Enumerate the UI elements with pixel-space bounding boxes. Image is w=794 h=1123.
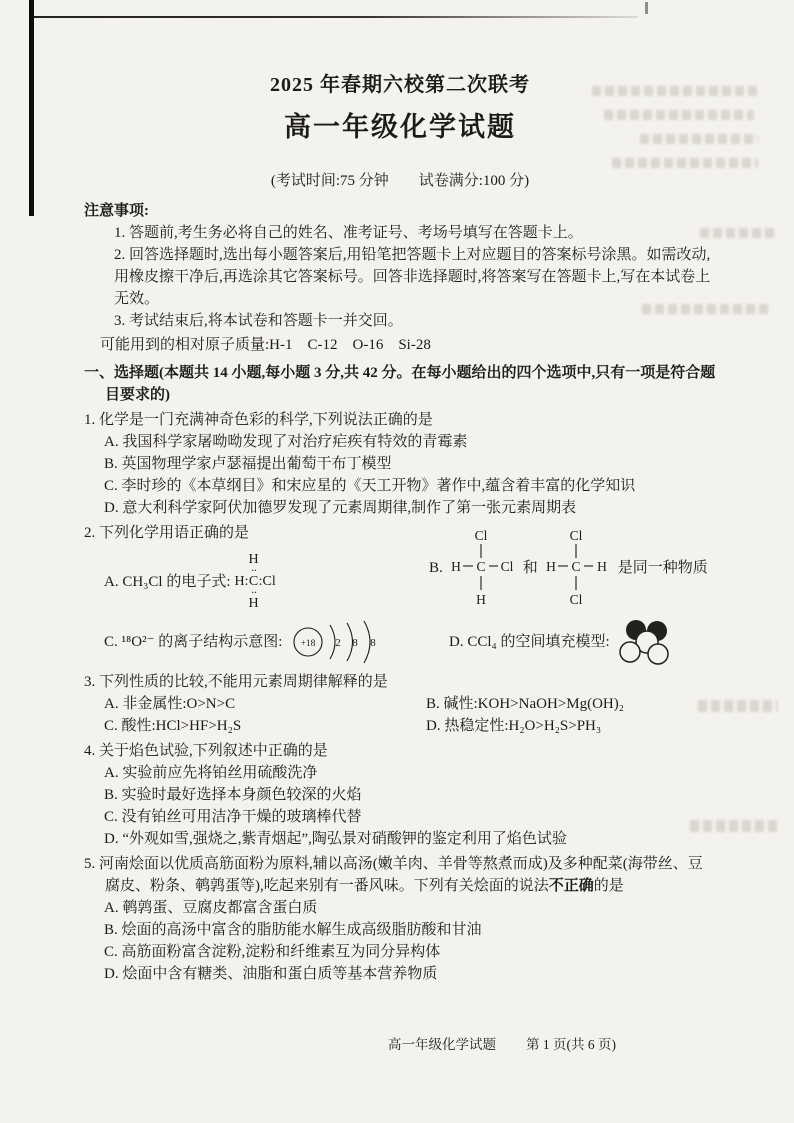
atomic-masses-line: 可能用到的相对原子质量:H-1 C-12 O-16 Si-28 [100,337,431,353]
question-2-option-a [104,552,429,611]
ion-structure-diagram [288,619,384,665]
question-5-stem [84,853,716,897]
question-2-option-d [449,616,716,668]
question-4 [84,740,716,850]
page-footer [388,1034,616,1056]
question-1-stem: 1. 化学是一门充满神奇色彩的科学,下列说法正确的是 [84,412,433,428]
svg-text:Cl: Cl [569,592,583,607]
svg-text:Cl: Cl [569,528,583,543]
question-5-option-c: C. 高筋面粉富含淀粉,淀粉和纤维素互为同分异构体 [104,944,441,960]
question-3 [84,671,716,737]
paper-title: 高一年级化学试题 [284,112,516,142]
question-1-option-d: D. 意大利科学家阿伏加德罗发现了元素周期律,制作了第一张元素周期表 [104,500,577,516]
question-3-stem: 3. 下列性质的比较,不能用元素周期律解释的是 [84,674,388,690]
electron-dot-structure [235,552,276,611]
option-b-text: 是同一种物质 [617,560,708,576]
question-4-option-c: C. 没有铂丝可用洁净干燥的玻璃棒代替 [104,809,362,825]
exam-session-title: 2025 年春期六校第二次联考 [270,74,530,96]
question-1 [84,409,716,519]
question-4-option-a: A. 实验前应先将铂丝用硫酸洗净 [104,765,318,781]
option-a-text: A. CH₃Cl 的电子式: [104,573,231,590]
notice-label: 注意事项: [84,203,149,219]
lewis-bottom-atom: H [248,596,259,611]
svg-text:C: C [571,559,581,574]
notice-item-2: 2. 回答选择题时,选出每小题答案后,用铅笔把答题卡上对应题目的答案标号涂黑。如需改动,用橡皮擦干净后,再选涂其它答案标号。回答非选择题时,将答案写在答题卡上,写在本试卷上无效。 [114,247,711,307]
svg-text:Cl: Cl [474,528,488,543]
question-1-option-a: A. 我国科学家屠呦呦发现了对治疗疟疾有特效的青霉素 [104,434,468,450]
svg-text:H: H [450,559,461,574]
lewis-top-atom: H [248,552,259,567]
svg-text:C: C [476,559,486,574]
lewis-right-atom: :Cl [258,574,276,589]
question-4-option-b: B. 实验时最好选择本身颜色较深的火焰 [104,787,362,803]
svg-text:+18: +18 [300,639,316,649]
svg-text:H: H [596,559,607,574]
svg-text:2: 2 [335,637,342,649]
stem-emphasis: 不正确 [548,878,594,894]
stem-text: 5. 河南烩面以优质高筋面粉为原料,辅以高汤(嫩羊肉、羊骨等熬煮而成)及多种配菜(海带丝、豆腐皮、粉条、鹌鹑蛋等),吃起来别有一番风味。下列有关烩面的说法 [84,856,703,894]
exam-meta-info: (考试时间:75 分钟 试卷满分:100 分) [270,173,530,189]
svg-text:Cl: Cl [500,559,514,574]
notice-section [84,200,716,356]
question-5 [84,853,716,985]
option-b-conjunction: 和 [522,560,538,576]
space-filling-model [616,616,678,668]
svg-text:8: 8 [352,637,359,649]
question-1-option-b: B. 英国物理学家卢瑟福提出葡萄干布丁模型 [104,456,392,472]
question-3-option-a: A. 非金属性:O>N>C [104,696,236,712]
question-3-option-d: D. 热稳定性:H₂O>H₂S>PH₃ [426,718,602,734]
lewis-left-atom: H: [234,574,249,589]
question-4-option-d: D. “外观如雪,强烧之,紫青烟起”,陶弘景对硝酸钾的鉴定利用了焰色试验 [104,831,567,847]
structural-formula-2 [543,524,613,612]
svg-text:8: 8 [370,637,377,649]
lewis-dots: ·· [250,563,257,577]
option-d-text: D. CCl₄ 的空间填充模型: [449,634,610,650]
question-5-option-b: B. 烩面的高汤中富含的脂肪能水解生成高级脂肪酸和甘油 [104,922,482,938]
structural-formula-1 [448,524,518,612]
lewis-center-atom: C [248,574,259,589]
section-header: 一、选择题(本题共 14 小题,每小题 3 分,共 42 分。在每小题给出的四个选项中,只有一项是符合题目要求的) [84,365,716,403]
footer-page-number: 第 1 页(共 6 页) [526,1037,616,1052]
svg-text:H: H [545,559,556,574]
stem-text: 的是 [593,878,624,894]
question-1-option-c: C. 李时珍的《本草纲目》和宋应星的《天工开物》著作中,蕴含着丰富的化学知识 [104,478,636,494]
notice-item-1: 1. 答题前,考生务必将自己的姓名、准考证号、考场号填写在答题卡上。 [114,225,583,241]
lewis-dots: ·· [250,585,257,599]
question-2 [84,522,716,668]
question-3-option-b: B. 碱性:KOH>NaOH>Mg(OH)₂ [426,696,624,712]
question-2-option-c [104,619,449,665]
question-2-option-b [429,524,716,612]
footer-paper-title: 高一年级化学试题 [388,1037,496,1052]
option-b-label: B. [429,560,443,576]
question-5-option-a: A. 鹌鹑蛋、豆腐皮都富含蛋白质 [104,900,318,916]
question-2-stem: 2. 下列化学用语正确的是 [84,525,250,541]
question-3-option-c: C. 酸性:HCl>HF>H₂S [104,718,242,734]
svg-text:H: H [475,592,486,607]
question-5-option-d: D. 烩面中含有糖类、油脂和蛋白质等基本营养物质 [104,966,438,982]
question-4-stem: 4. 关于焰色试验,下列叙述中正确的是 [84,743,328,759]
option-c-text: C. ¹⁸O²⁻ 的离子结构示意图: [104,634,283,650]
notice-item-3: 3. 考试结束后,将本试卷和答题卡一并交回。 [114,313,403,329]
